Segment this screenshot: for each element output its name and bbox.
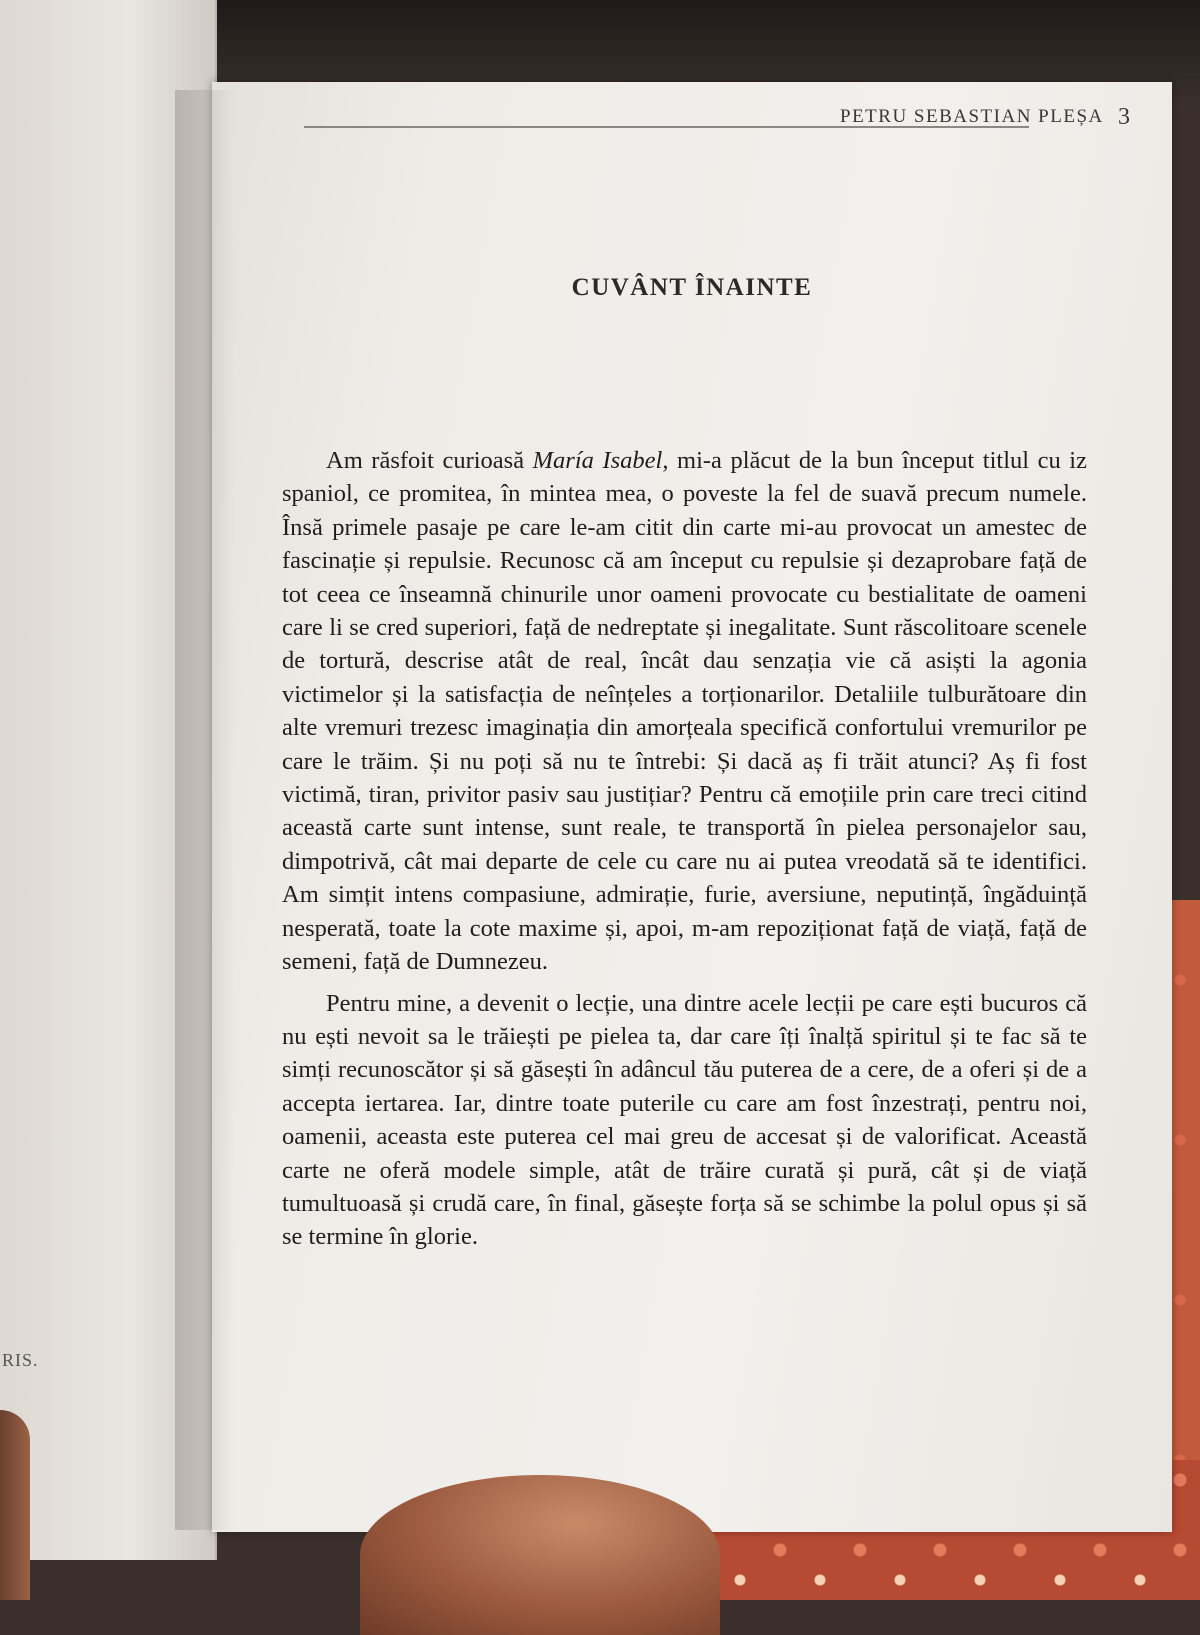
left-page-edge-text: RIS. [2,1350,39,1370]
running-head-author: PETRU SEBASTIAN PLEȘA [840,106,1104,127]
book-page [212,82,1172,1532]
paragraph-2: Pentru mine, a devenit o lecție, una dintre acele lecții pe care ești bucuros că nu ești nevoit sa le trăiești pe pielea ta, dar care îți înalță spiritul și te fac să te simți recunoscător și să găsești în adâncul tău puterea de a cere, de a oferi și de a accepta iertarea. Iar, dintre toate puterile cu care am fost înzestrați, pentru noi, oamenii, aceasta este puterea cel mai greu de accesat și de valorificat. Această carte ne oferă modele simple, atât de trăire curată și pură, cât și de viață tumultuoasă și crudă care, în final, găsește forța să se schimbe la polul opus și să se termine în glorie. [282,989,1087,1251]
chapter-title: CUVÂNT ÎNAINTE [571,274,813,301]
paragraph-1-start: Am răsfoit curioasă [326,447,533,474]
thumb [360,1475,720,1635]
book-title-italic: María Isabel [532,447,663,474]
finger-left [0,1410,30,1600]
spine-shadow [175,90,235,1530]
paragraph-1-rest: , mi-a plăcut de la bun început titlul cu iz spaniol, ce promitea, în mintea mea, o poveste la fel de suavă precum numele. Însă primele pasaje pe care le-am citit din carte mi-au provocat un amestec de fascinație și repulsie. Recunosc că am început cu repulsie și dezaprobare față de tot ceea ce înseamnă chinurile unor oameni provocate cu bestialitate de oameni care li se cred superiori, față de nedreptate și inegalitate. Sunt răscolitoare scenele de tortură, descrise atât de real, încât dau senzația vie că asiști la agonia victimelor și la satisfacția de neînțeles a torționarilor. Detaliile tulburătoare din alte vremuri trezesc imaginația din amorțeala specifică confortului vremurilor pe care le trăim. Și nu poți să nu te întrebi: Și dacă aș fi trăit atunci? Aș fi fost victimă, tiran, privitor pasiv sau justițiar? Pentru că emoțiile prin care treci citind această carte sunt intense, sunt reale, te transportă în pielea personajelor sau, dimpotrivă, cât mai departe de cele cu care nu ai putea vreodată să te identifici. Am simțit intens compasiune, admirație, furie, aversiune, neputință, îngăduință nesperată, toate la cote maxime și, apoi, m-am repoziționat față de viață, față de semeni, față de Dumnezeu. [282,447,1087,976]
page-number: 3 [1118,104,1130,130]
body-text [282,444,1087,1262]
paragraph-1 [282,444,1087,979]
